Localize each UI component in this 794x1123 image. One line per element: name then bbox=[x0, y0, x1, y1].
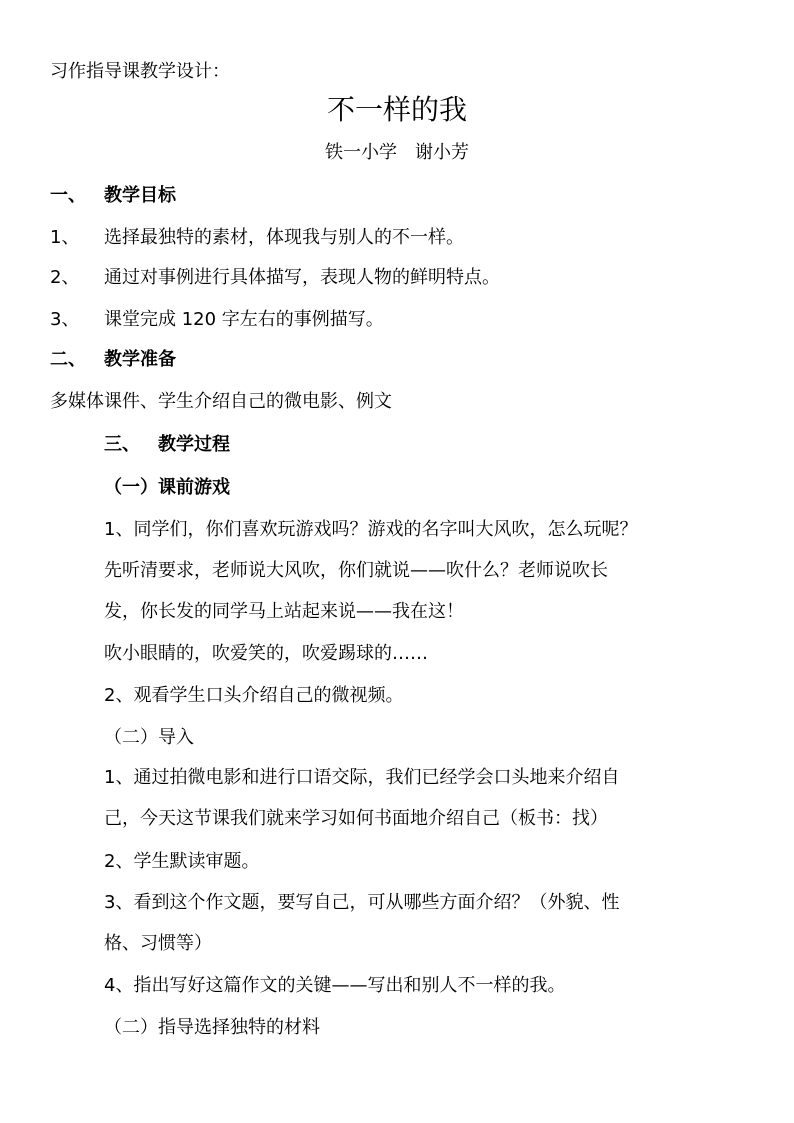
preparation-text: 多媒体课件、学生介绍自己的微电影、例文 bbox=[50, 391, 392, 412]
paragraph-line: 吹小眼睛的，吹爱笑的，吹爱踢球的…… bbox=[104, 643, 428, 664]
paragraph-line: 格、习惯等） bbox=[104, 933, 212, 954]
author-line: 铁一小学 谢小芳 bbox=[325, 142, 469, 163]
paragraph-line: 2、学生默读审题。 bbox=[104, 851, 260, 872]
paragraph-line: 1、同学们，你们喜欢玩游戏吗？游戏的名字叫大风吹，怎么玩呢？ bbox=[104, 519, 638, 540]
paragraph-line: 2、观看学生口头介绍自己的微视频。 bbox=[104, 685, 404, 706]
goal-text: 选择最独特的素材，体现我与别人的不一样。 bbox=[104, 227, 464, 248]
paragraph-line: 己，今天这节课我们就来学习如何书面地介绍自己（板书：找） bbox=[104, 808, 608, 829]
section-number: 三、 bbox=[104, 434, 140, 455]
subsection-title: （二）指导选择独特的材料 bbox=[104, 1017, 320, 1038]
goal-number: 2、 bbox=[50, 267, 80, 288]
paragraph-line: 4、指出写好这篇作文的关键——写出和别人不一样的我。 bbox=[104, 975, 566, 996]
goal-item bbox=[50, 226, 464, 250]
section-label: 教学目标 bbox=[104, 185, 176, 206]
section-label: 教学准备 bbox=[104, 349, 176, 370]
goal-item bbox=[50, 308, 384, 332]
goal-item bbox=[50, 266, 500, 290]
document-heading: 习作指导课教学设计： bbox=[50, 61, 230, 82]
section-number: 二、 bbox=[50, 349, 86, 370]
document-title: 不一样的我 bbox=[326, 93, 467, 126]
goal-number: 1、 bbox=[50, 227, 80, 248]
section-2-heading bbox=[50, 348, 176, 372]
goal-text: 课堂完成 120 字左右的事例描写。 bbox=[104, 309, 384, 330]
subsection-title: （二）导入 bbox=[104, 727, 194, 748]
paragraph-line: 3、看到这个作文题，要写自己，可从哪些方面介绍？（外貌、性 bbox=[104, 892, 620, 913]
paragraph-line: 先听清要求，老师说大风吹，你们就说——吹什么？老师说吹长 bbox=[104, 560, 608, 581]
goal-number: 3、 bbox=[50, 309, 80, 330]
section-label: 教学过程 bbox=[158, 434, 230, 455]
goal-text: 通过对事例进行具体描写，表现人物的鲜明特点。 bbox=[104, 267, 500, 288]
section-number: 一、 bbox=[50, 185, 86, 206]
paragraph-line: 1、通过拍微电影和进行口语交际，我们已经学会口头地来介绍自 bbox=[104, 767, 620, 788]
subsection-title: （一）课前游戏 bbox=[104, 477, 230, 498]
section-1-heading bbox=[50, 184, 176, 208]
section-3-heading bbox=[104, 433, 230, 457]
paragraph-line: 发，你长发的同学马上站起来说——我在这！ bbox=[104, 601, 464, 622]
